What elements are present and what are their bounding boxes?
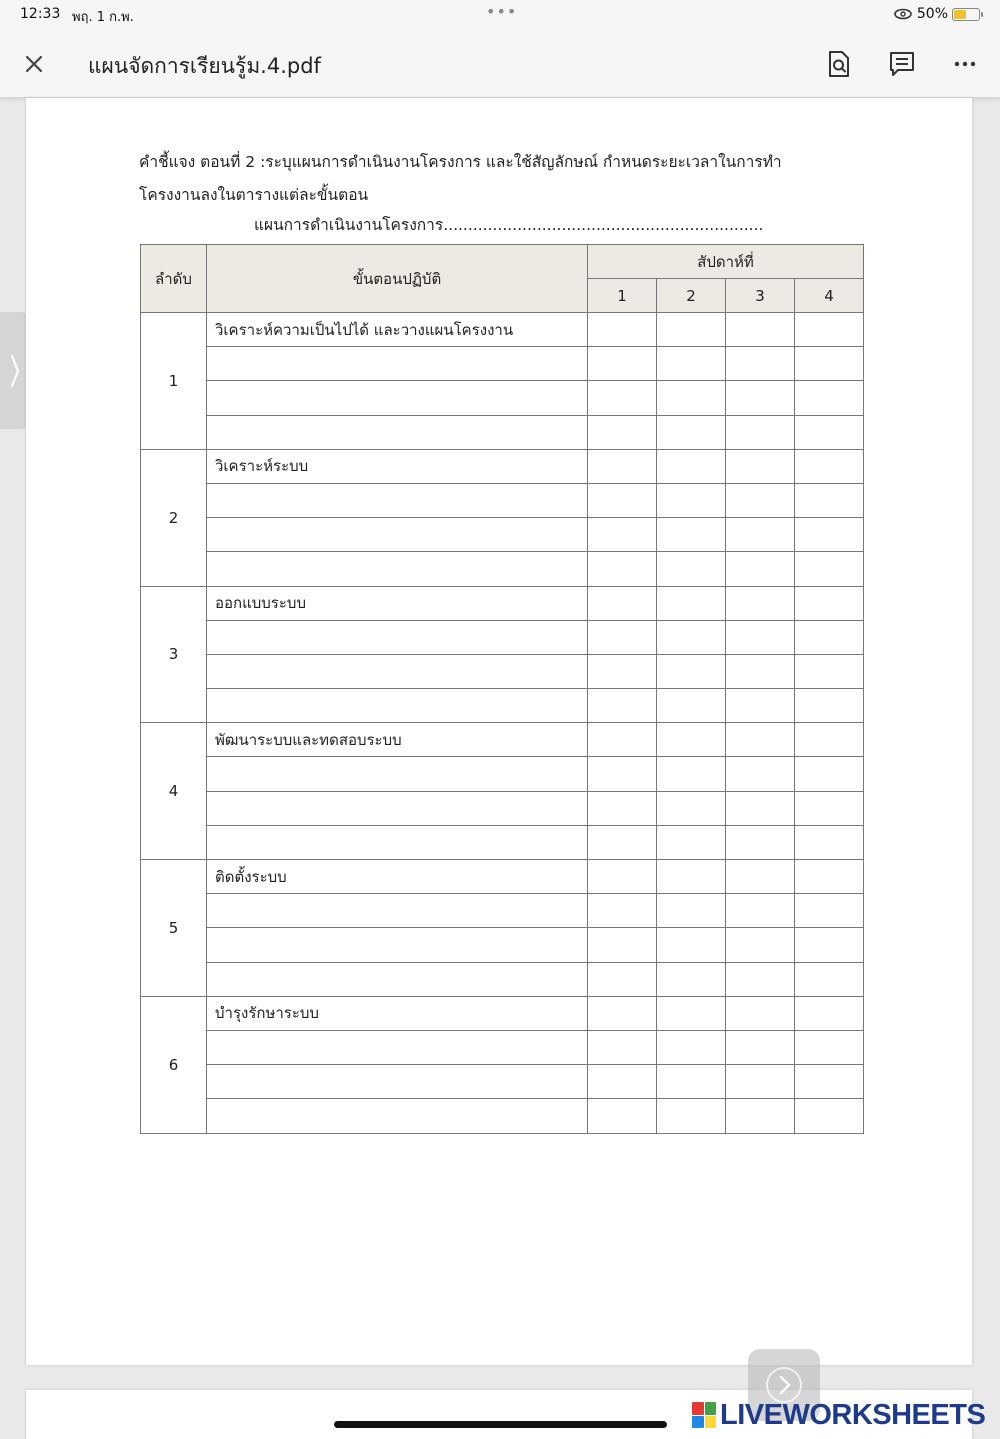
table-row: [141, 996, 864, 1030]
step-detail-cell[interactable]: [207, 962, 588, 996]
week-cell[interactable]: [588, 347, 657, 381]
week-cell[interactable]: [795, 347, 864, 381]
brand-logo-square: [705, 1416, 717, 1429]
week-cell[interactable]: [726, 825, 795, 859]
week-cell[interactable]: [588, 962, 657, 996]
week-cell[interactable]: [657, 483, 726, 517]
week-cell[interactable]: [795, 586, 864, 620]
instruction-line-2: โครงงานลงในตารางแต่ละขั้นตอน: [139, 186, 369, 204]
sidebar-handle[interactable]: [0, 312, 29, 429]
comment-icon: [888, 51, 916, 77]
step-number: 2: [141, 449, 207, 586]
table-row: [141, 1030, 864, 1064]
comment-button[interactable]: [885, 47, 919, 81]
pdf-page: [26, 98, 972, 1365]
table-row: [141, 962, 864, 996]
week-cell[interactable]: [726, 860, 795, 894]
week-cell[interactable]: [657, 894, 726, 928]
week-cell[interactable]: [726, 996, 795, 1030]
week-cell[interactable]: [588, 723, 657, 757]
header-weeks: สัปดาห์ที่: [588, 245, 864, 279]
week-cell[interactable]: [657, 962, 726, 996]
week-cell[interactable]: [657, 689, 726, 723]
table-row: [141, 381, 864, 415]
week-cell[interactable]: [657, 313, 726, 347]
instruction-line-1: คำชี้แจง ตอนที่ 2 :ระบุแผนการดำเนินงานโครงการ และใช้สัญลักษณ์ กำหนดระยะเวลาในการทำ: [139, 153, 782, 171]
week-cell[interactable]: [588, 757, 657, 791]
week-cell[interactable]: [795, 654, 864, 688]
week-cell[interactable]: [726, 791, 795, 825]
orientation-lock-icon: [893, 7, 913, 21]
step-number: 6: [141, 996, 207, 1133]
week-cell[interactable]: [588, 1065, 657, 1099]
step-detail-cell[interactable]: [207, 791, 588, 825]
week-cell[interactable]: [726, 586, 795, 620]
header-week: 3: [726, 279, 795, 313]
week-cell[interactable]: [795, 1030, 864, 1064]
week-cell[interactable]: [795, 723, 864, 757]
week-cell[interactable]: [588, 449, 657, 483]
week-cell[interactable]: [588, 518, 657, 552]
week-cell[interactable]: [726, 415, 795, 449]
table-row: [141, 791, 864, 825]
week-cell[interactable]: [795, 825, 864, 859]
project-plan-table: [140, 244, 864, 1134]
brand-name: LIVEWORKSHEETS: [720, 1398, 986, 1431]
week-cell[interactable]: [795, 928, 864, 962]
week-cell[interactable]: [588, 552, 657, 586]
step-detail-cell[interactable]: [207, 689, 588, 723]
battery-level: [954, 10, 966, 19]
step-name[interactable]: วิเคราะห์ความเป็นไปได้ และวางแผนโครงงาน: [207, 313, 588, 347]
battery-percent: 50%: [916, 6, 948, 22]
status-date: พฤ. 1 ก.พ.: [72, 10, 134, 25]
week-cell[interactable]: [657, 825, 726, 859]
step-number: 4: [141, 723, 207, 860]
week-cell[interactable]: [657, 415, 726, 449]
step-detail-cell[interactable]: [207, 894, 588, 928]
header-week: 4: [795, 279, 864, 313]
week-cell[interactable]: [726, 449, 795, 483]
status-indicators: [893, 6, 980, 22]
week-cell[interactable]: [657, 552, 726, 586]
week-cell[interactable]: [657, 928, 726, 962]
table-row: [141, 518, 864, 552]
week-cell[interactable]: [795, 791, 864, 825]
week-cell[interactable]: [726, 962, 795, 996]
step-name[interactable]: บำรุงรักษาระบบ: [207, 996, 588, 1030]
week-cell[interactable]: [795, 415, 864, 449]
step-name[interactable]: ออกแบบระบบ: [207, 586, 588, 620]
battery-icon: [952, 8, 980, 21]
week-cell[interactable]: [726, 313, 795, 347]
week-cell[interactable]: [726, 928, 795, 962]
document-title: แผนจัดการเรียนรู้ม.4.pdf: [88, 54, 321, 78]
brand-watermark: [692, 1398, 985, 1432]
table-row: [141, 757, 864, 791]
week-cell[interactable]: [657, 586, 726, 620]
step-detail-cell[interactable]: [207, 654, 588, 688]
table-row: [141, 894, 864, 928]
week-cell[interactable]: [726, 757, 795, 791]
table-row: [141, 347, 864, 381]
week-cell[interactable]: [588, 415, 657, 449]
app-toolbar: [0, 30, 1000, 98]
week-cell[interactable]: [657, 347, 726, 381]
brand-logo-square: [705, 1402, 717, 1415]
step-detail-cell[interactable]: [207, 552, 588, 586]
week-cell[interactable]: [588, 996, 657, 1030]
status-time: 12:33: [20, 6, 61, 22]
week-cell[interactable]: [657, 996, 726, 1030]
table-row: [141, 449, 864, 483]
week-cell[interactable]: [795, 962, 864, 996]
more-icon: [954, 61, 976, 67]
step-number: 1: [141, 313, 207, 450]
week-cell[interactable]: [588, 791, 657, 825]
week-cell[interactable]: [588, 689, 657, 723]
week-cell[interactable]: [726, 620, 795, 654]
week-cell[interactable]: [588, 381, 657, 415]
close-icon: [24, 54, 44, 74]
brand-logo-square: [692, 1416, 704, 1429]
status-bar: [0, 0, 1000, 30]
step-number: 5: [141, 860, 207, 997]
week-cell[interactable]: [795, 449, 864, 483]
week-cell[interactable]: [657, 723, 726, 757]
brand-logo-icon: [692, 1402, 716, 1428]
week-cell[interactable]: [588, 313, 657, 347]
week-cell[interactable]: [795, 1065, 864, 1099]
table-row: [141, 825, 864, 859]
table-row: [141, 552, 864, 586]
step-name[interactable]: พัฒนาระบบและทดสอบระบบ: [207, 723, 588, 757]
week-cell[interactable]: [795, 381, 864, 415]
table-row: [141, 1065, 864, 1099]
close-button[interactable]: [18, 48, 50, 80]
step-detail-cell[interactable]: [207, 825, 588, 859]
week-cell[interactable]: [657, 518, 726, 552]
header-week: 2: [657, 279, 726, 313]
table-row: [141, 1099, 864, 1133]
step-detail-cell[interactable]: [207, 518, 588, 552]
step-detail-cell[interactable]: [207, 381, 588, 415]
week-cell[interactable]: [657, 1030, 726, 1064]
header-no: ลำดับ: [141, 245, 207, 313]
instruction-text: [139, 146, 859, 212]
week-cell[interactable]: [588, 586, 657, 620]
table-row: [141, 620, 864, 654]
table-row: [141, 586, 864, 620]
table-row: [141, 723, 864, 757]
week-cell[interactable]: [657, 860, 726, 894]
table-row: [141, 483, 864, 517]
week-cell[interactable]: [726, 483, 795, 517]
table-row: [141, 928, 864, 962]
week-cell[interactable]: [657, 620, 726, 654]
step-detail-cell[interactable]: [207, 1065, 588, 1099]
step-name[interactable]: ติดตั้งระบบ: [207, 860, 588, 894]
week-cell[interactable]: [795, 483, 864, 517]
week-cell[interactable]: [726, 347, 795, 381]
step-name[interactable]: วิเคราะห์ระบบ: [207, 449, 588, 483]
multitasking-dots[interactable]: •••: [486, 2, 518, 21]
week-cell[interactable]: [726, 1030, 795, 1064]
brand-logo-square: [692, 1402, 704, 1415]
table-row: [141, 689, 864, 723]
week-cell[interactable]: [795, 689, 864, 723]
week-cell[interactable]: [726, 894, 795, 928]
week-cell[interactable]: [588, 825, 657, 859]
week-cell[interactable]: [726, 689, 795, 723]
week-cell[interactable]: [588, 928, 657, 962]
week-cell[interactable]: [726, 552, 795, 586]
week-cell[interactable]: [795, 860, 864, 894]
week-cell[interactable]: [588, 894, 657, 928]
week-cell[interactable]: [726, 518, 795, 552]
table-row: [141, 313, 864, 347]
header-week: 1: [588, 279, 657, 313]
week-cell[interactable]: [657, 449, 726, 483]
week-cell[interactable]: [726, 654, 795, 688]
week-cell[interactable]: [795, 757, 864, 791]
week-cell[interactable]: [588, 1030, 657, 1064]
step-number: 3: [141, 586, 207, 723]
search-document-icon: [827, 50, 851, 78]
week-cell[interactable]: [588, 483, 657, 517]
week-cell[interactable]: [795, 620, 864, 654]
chevron-right-icon: [10, 354, 20, 388]
step-detail-cell[interactable]: [207, 1099, 588, 1133]
more-button[interactable]: [948, 47, 982, 81]
week-cell[interactable]: [726, 1099, 795, 1133]
week-cell[interactable]: [795, 518, 864, 552]
week-cell[interactable]: [588, 860, 657, 894]
week-cell[interactable]: [588, 654, 657, 688]
search-document-button[interactable]: [822, 47, 856, 81]
week-cell[interactable]: [795, 552, 864, 586]
week-cell[interactable]: [795, 313, 864, 347]
step-detail-cell[interactable]: [207, 415, 588, 449]
step-detail-cell[interactable]: [207, 347, 588, 381]
table-body: [141, 313, 864, 1134]
week-cell[interactable]: [588, 1099, 657, 1133]
header-step: ขั้นตอนปฏิบัติ: [207, 245, 588, 313]
week-cell[interactable]: [795, 894, 864, 928]
week-cell[interactable]: [795, 996, 864, 1030]
table-row: [141, 860, 864, 894]
week-cell[interactable]: [657, 1065, 726, 1099]
step-detail-cell[interactable]: [207, 483, 588, 517]
week-cell[interactable]: [795, 1099, 864, 1133]
home-indicator[interactable]: [334, 1421, 667, 1428]
step-detail-cell[interactable]: [207, 757, 588, 791]
table-row: [141, 415, 864, 449]
week-cell[interactable]: [726, 381, 795, 415]
plan-title: แผนการดำเนินงานโครงการ.................................................................: [254, 216, 764, 234]
week-cell[interactable]: [588, 620, 657, 654]
week-cell[interactable]: [726, 1065, 795, 1099]
table-row: [141, 654, 864, 688]
step-detail-cell[interactable]: [207, 1030, 588, 1064]
week-cell[interactable]: [657, 1099, 726, 1133]
week-cell[interactable]: [657, 654, 726, 688]
week-cell[interactable]: [657, 791, 726, 825]
week-cell[interactable]: [657, 381, 726, 415]
step-detail-cell[interactable]: [207, 928, 588, 962]
week-cell[interactable]: [726, 723, 795, 757]
step-detail-cell[interactable]: [207, 620, 588, 654]
week-cell[interactable]: [657, 757, 726, 791]
